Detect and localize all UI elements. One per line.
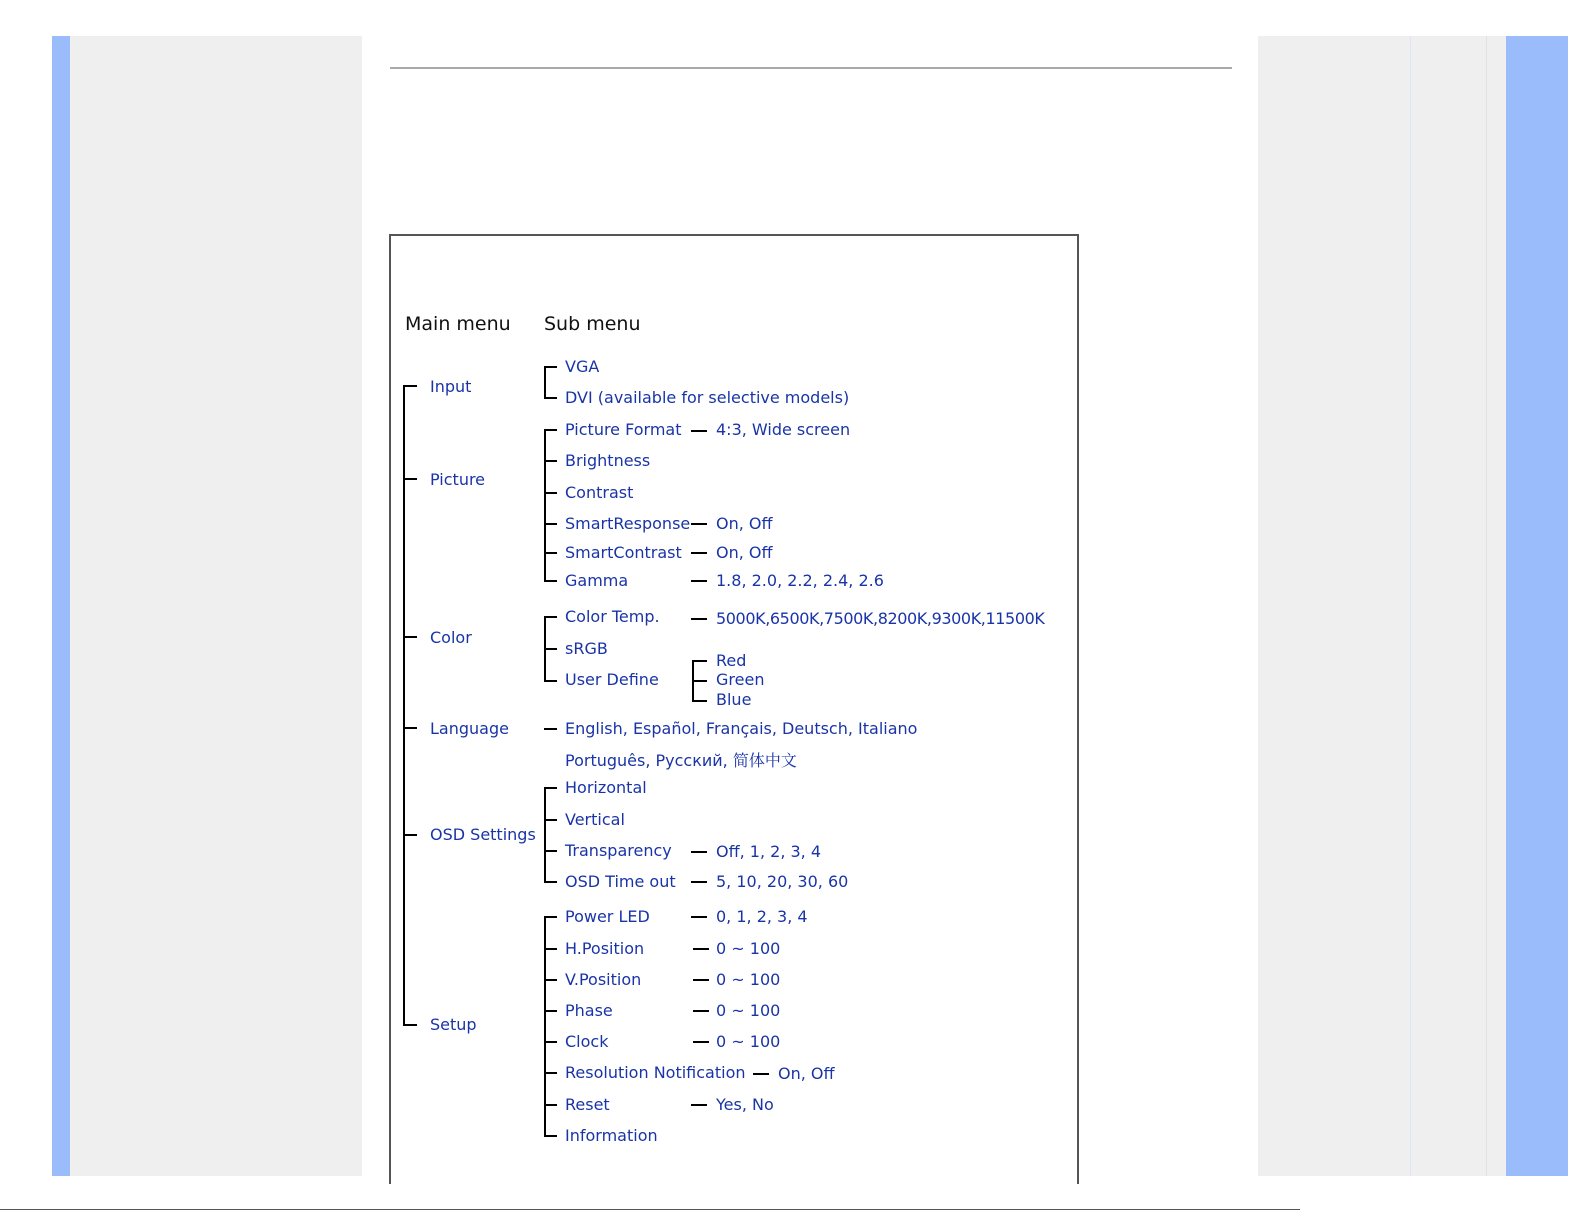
sub-item-reset: Reset [565, 1095, 610, 1114]
sub-item-information: Information [565, 1126, 658, 1145]
sub-item-phase: Phase [565, 1001, 613, 1020]
value-power-led: 0, 1, 2, 3, 4 [716, 907, 808, 926]
sub-menu-header: Sub menu [544, 313, 641, 335]
value-clock: 0 ~ 100 [716, 1032, 781, 1051]
language-list-line1: English, Español, Français, Deutsch, Italiano [565, 719, 918, 738]
main-item-language: Language [430, 719, 509, 738]
value-osd-time-out: 5, 10, 20, 30, 60 [716, 872, 849, 891]
sub-item-osd-time-out: OSD Time out [565, 872, 676, 891]
sub-item-smartcontrast: SmartContrast [565, 543, 682, 562]
value-phase: 0 ~ 100 [716, 1001, 781, 1020]
value-h-position: 0 ~ 100 [716, 939, 781, 958]
value-smartresponse: On, Off [716, 514, 773, 533]
sub-item-contrast: Contrast [565, 483, 634, 502]
main-menu-header: Main menu [405, 313, 511, 335]
sub-item-horizontal: Horizontal [565, 778, 647, 797]
sub-item-vga: VGA [565, 357, 600, 376]
value-smartcontrast: On, Off [716, 543, 773, 562]
main-item-setup: Setup [430, 1015, 477, 1034]
sub-item-dvi: DVI (available for selective models) [565, 388, 850, 407]
sub-item-user-define: User Define [565, 670, 659, 689]
sub-item-picture-format: Picture Format [565, 420, 682, 439]
language-list-line2: Português, Русский, 简体中文 [565, 751, 797, 770]
sub-item-h-position: H.Position [565, 939, 645, 958]
main-item-color: Color [430, 628, 472, 647]
user-define-green: Green [716, 670, 765, 689]
sub-item-power-led: Power LED [565, 907, 650, 926]
main-item-osd-settings: OSD Settings [430, 825, 536, 844]
sub-item-transparency: Transparency [565, 841, 672, 860]
main-item-picture: Picture [430, 470, 486, 489]
value-reset: Yes, No [716, 1095, 774, 1114]
sub-item-clock: Clock [565, 1032, 609, 1051]
sub-item-color-temp: Color Temp. [565, 607, 660, 626]
sub-item-v-position: V.Position [565, 970, 642, 989]
value-picture-format: 4:3, Wide screen [716, 420, 851, 439]
main-item-input: Input [430, 377, 472, 396]
sub-item-gamma: Gamma [565, 571, 629, 590]
sub-item-brightness: Brightness [565, 451, 651, 470]
sub-item-smartresponse: SmartResponse [565, 514, 691, 533]
value-v-position: 0 ~ 100 [716, 970, 781, 989]
sub-item-resolution-notification: Resolution Notification [565, 1063, 746, 1082]
value-resolution-notification: On, Off [778, 1064, 835, 1083]
sub-item-srgb: sRGB [565, 639, 608, 658]
value-gamma: 1.8, 2.0, 2.2, 2.4, 2.6 [716, 571, 884, 590]
value-transparency: Off, 1, 2, 3, 4 [716, 842, 822, 861]
user-define-red: Red [716, 651, 747, 670]
sub-item-vertical: Vertical [565, 810, 625, 829]
user-define-blue: Blue [716, 690, 752, 709]
value-color-temp: 5000K,6500K,7500K,8200K,9300K,11500K [716, 609, 1045, 628]
